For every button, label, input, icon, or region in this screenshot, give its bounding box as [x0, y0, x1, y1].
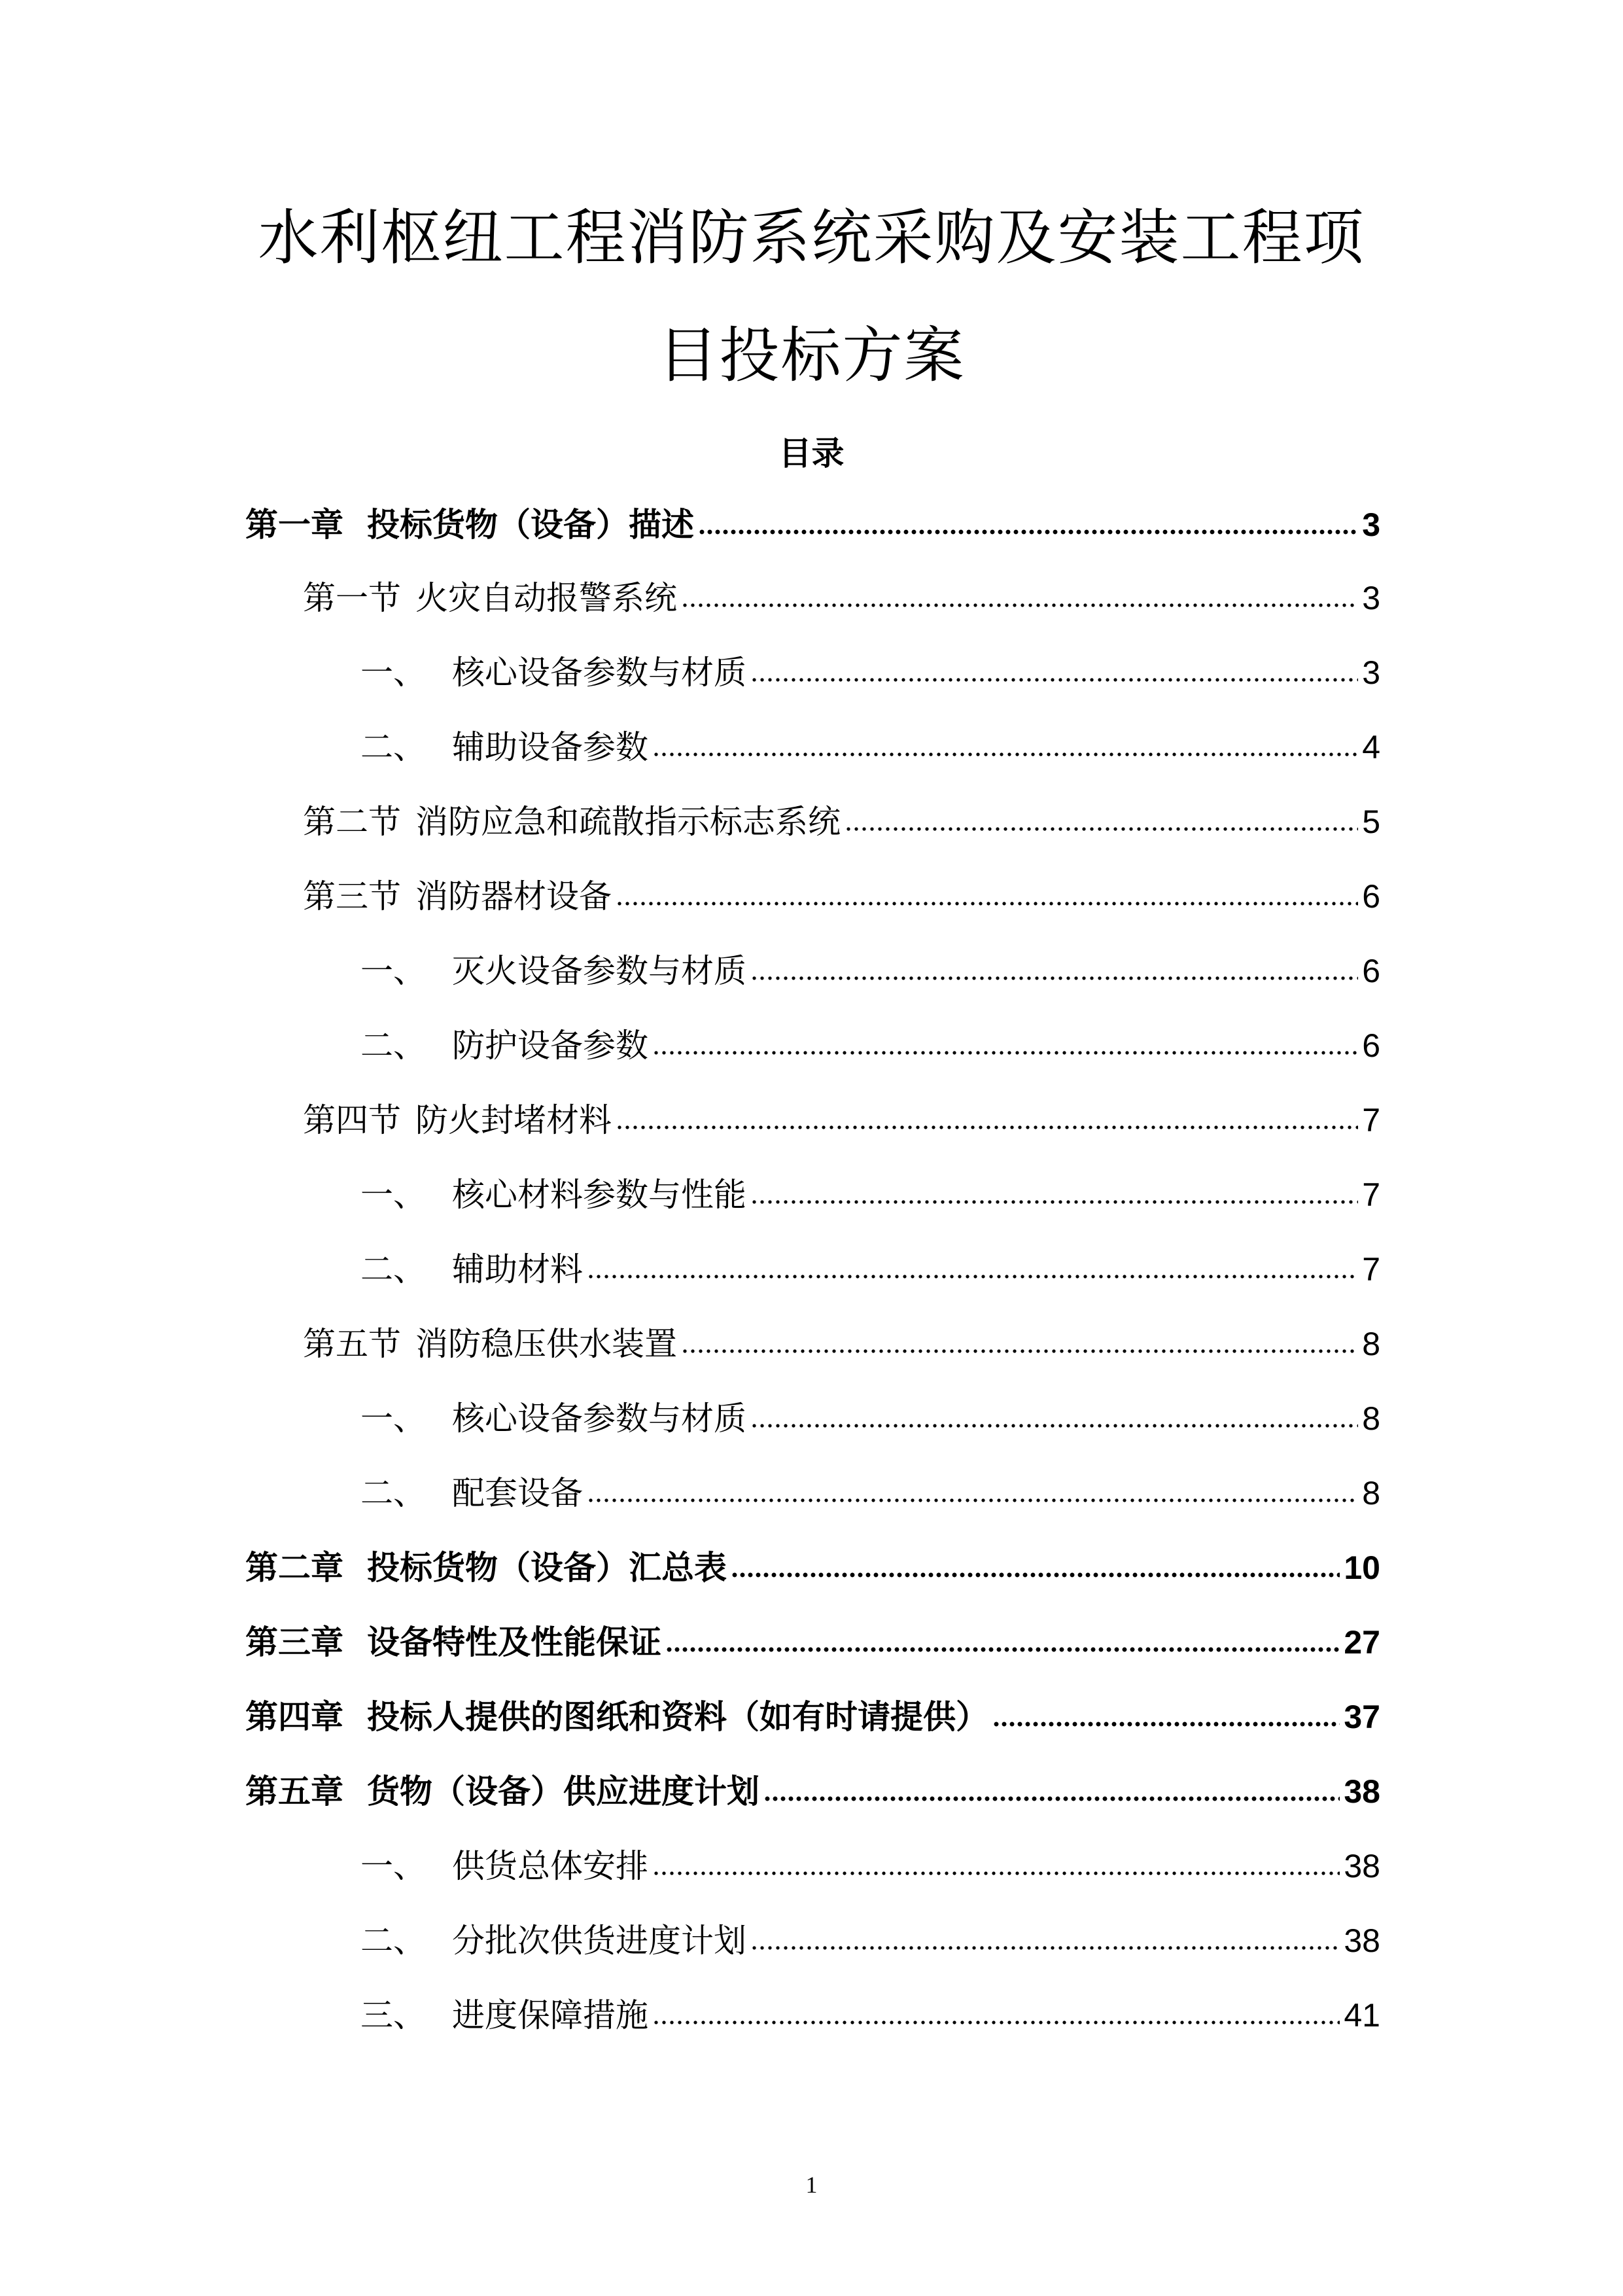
toc-entry-section[interactable] [245, 1101, 1380, 1140]
dot-leader [763, 1795, 1340, 1802]
toc-entry-chapter-5[interactable] [245, 1772, 1380, 1811]
toc-entry-number: 第五章 [245, 1773, 343, 1810]
toc-entry-number: 二、 [360, 1474, 426, 1512]
toc-entry-label: 核心设备参数与材质 [452, 1400, 746, 1438]
dot-leader [681, 1348, 1358, 1354]
toc-entry-page: 3 [1362, 506, 1380, 543]
toc-entry-section[interactable] [245, 578, 1380, 618]
toc-entry-label: 设备特性及性能保证 [367, 1623, 661, 1661]
toc-entry-number: 第一节 [303, 579, 401, 617]
toc-entry-number: 一、 [360, 1176, 426, 1214]
toc-entry-subsection[interactable] [245, 1026, 1380, 1065]
toc-entry-label: 投标货物（设备）描述 [367, 506, 694, 544]
dot-leader [750, 1422, 1358, 1429]
toc-entry-subsection[interactable] [245, 1250, 1380, 1289]
dot-leader [665, 1646, 1340, 1653]
toc-entry-page: 37 [1344, 1699, 1380, 1735]
toc-entry-label: 防护设备参数 [452, 1027, 648, 1065]
dot-leader [731, 1572, 1340, 1578]
toc-entry-subsection[interactable] [245, 1996, 1380, 2035]
dot-leader [845, 826, 1358, 832]
toc-entry-label: 配套设备 [452, 1474, 583, 1512]
toc-entry-subsection[interactable] [245, 1175, 1380, 1214]
toc-entry-number: 三、 [360, 1996, 426, 2034]
toc-entry-label: 消防器材设备 [415, 877, 612, 915]
toc-entry-number: 一、 [360, 952, 426, 990]
toc-entry-page: 38 [1344, 1848, 1380, 1884]
toc-entry-chapter-1[interactable] [245, 505, 1380, 544]
toc-entry-page: 6 [1362, 878, 1380, 915]
toc-entry-number: 二、 [360, 1922, 426, 1960]
toc-heading: 目录 [778, 434, 845, 472]
toc-entry-number: 二、 [360, 1250, 426, 1288]
toc-entry-chapter-4[interactable] [245, 1697, 1380, 1737]
toc-entry-number: 第四节 [303, 1101, 401, 1139]
toc-entry-subsection[interactable] [245, 1399, 1380, 1438]
dot-leader [652, 751, 1358, 758]
toc-entry-section[interactable] [245, 877, 1380, 916]
dot-leader [750, 1945, 1340, 1951]
toc-entry-label: 消防应急和疏散指示标志系统 [415, 803, 841, 841]
toc-entry-section[interactable] [245, 802, 1380, 841]
toc-entry-page: 7 [1362, 1176, 1380, 1213]
toc-entry-label: 投标货物（设备）汇总表 [367, 1549, 727, 1587]
toc-entry-label: 分批次供货进度计划 [452, 1922, 746, 1960]
toc-entry-page: 38 [1344, 1922, 1380, 1959]
toc-entry-subsection[interactable] [245, 1921, 1380, 1960]
toc-entry-number: 一、 [360, 1847, 426, 1885]
toc-entry-page: 6 [1362, 953, 1380, 989]
toc-entry-label: 核心设备参数与材质 [452, 654, 746, 692]
toc-entry-label: 灭火设备参数与材质 [452, 952, 746, 990]
toc-entry-subsection[interactable] [245, 728, 1380, 767]
dot-leader [750, 975, 1358, 981]
toc-entry-label: 消防稳压供水装置 [415, 1325, 677, 1363]
toc-entry-subsection[interactable] [245, 1474, 1380, 1513]
toc-entry-subsection[interactable] [245, 951, 1380, 991]
toc-entry-number: 一、 [360, 1400, 426, 1438]
toc-entry-number: 二、 [360, 1027, 426, 1065]
dot-leader [992, 1721, 1340, 1727]
toc-entry-number: 第二节 [303, 803, 401, 841]
toc-entry-label: 核心材料参数与性能 [452, 1176, 746, 1214]
dot-leader [587, 1497, 1358, 1504]
toc-entry-page: 7 [1362, 1102, 1380, 1139]
toc-entry-label: 防火封堵材料 [415, 1101, 612, 1139]
dot-leader [681, 602, 1358, 609]
page-number: 1 [805, 2172, 818, 2198]
dot-leader [616, 900, 1358, 907]
dot-leader [652, 1050, 1358, 1056]
toc-entry-chapter-2[interactable] [245, 1548, 1380, 1587]
toc-entry-number: 第三节 [303, 877, 401, 915]
toc-entry-label: 供货总体安排 [452, 1847, 648, 1885]
toc-entry-label: 货物（设备）供应进度计划 [367, 1773, 759, 1810]
toc-entry-number: 第五节 [303, 1325, 401, 1363]
document-title-line-1: 水利枢纽工程消防系统采购及安装工程项 [258, 203, 1365, 273]
toc-entry-page: 4 [1362, 729, 1380, 766]
dot-leader [698, 529, 1358, 535]
toc-entry-number: 二、 [360, 728, 426, 766]
toc-entry-subsection[interactable] [245, 653, 1380, 692]
toc-entry-chapter-3[interactable] [245, 1623, 1380, 1662]
toc-entry-page: 38 [1344, 1773, 1380, 1810]
toc-entry-label: 火灾自动报警系统 [415, 579, 677, 617]
toc-entry-number: 第二章 [245, 1549, 343, 1587]
toc-entry-page: 3 [1362, 654, 1380, 691]
toc-entry-page: 8 [1362, 1475, 1380, 1511]
dot-leader [616, 1124, 1358, 1131]
dot-leader [587, 1273, 1358, 1280]
dot-leader [750, 677, 1358, 683]
toc-entry-number: 一、 [360, 654, 426, 692]
toc-entry-page: 10 [1344, 1549, 1380, 1586]
toc-entry-label: 投标人提供的图纸和资料（如有时请提供） [367, 1698, 988, 1736]
toc-entry-label: 辅助材料 [452, 1250, 583, 1288]
toc-entry-page: 8 [1362, 1400, 1380, 1437]
toc-entry-page: 6 [1362, 1027, 1380, 1064]
toc-entry-page: 41 [1344, 1997, 1380, 2034]
toc-entry-label: 进度保障措施 [452, 1996, 648, 2034]
toc-entry-page: 3 [1362, 580, 1380, 616]
toc-entry-number: 第四章 [245, 1698, 343, 1736]
toc-entry-section[interactable] [245, 1324, 1380, 1364]
toc-entry-page: 5 [1362, 804, 1380, 840]
document-title-line-2: 目投标方案 [657, 321, 966, 391]
toc-entry-number: 第一章 [245, 506, 343, 544]
toc-entry-subsection[interactable] [245, 1846, 1380, 1886]
toc-entry-page: 27 [1344, 1624, 1380, 1661]
dot-leader [652, 1870, 1340, 1877]
dot-leader [652, 2019, 1340, 2026]
toc-entry-page: 7 [1362, 1251, 1380, 1288]
toc-entry-page: 8 [1362, 1326, 1380, 1362]
dot-leader [750, 1199, 1358, 1205]
toc-entry-label: 辅助设备参数 [452, 728, 648, 766]
toc-entry-number: 第三章 [245, 1623, 343, 1661]
